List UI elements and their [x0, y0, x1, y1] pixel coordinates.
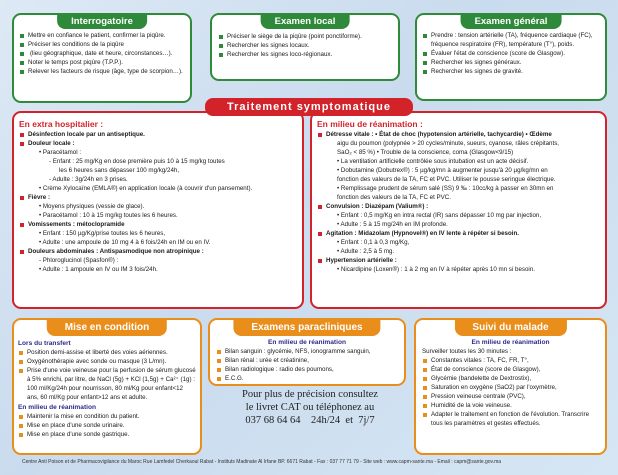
list-item: Mise en place d'une sonde urinaire. — [18, 421, 196, 430]
list-item: Glycémie (bandelette de Dextrostix), — [422, 374, 599, 383]
rea-lines — [317, 130, 600, 274]
extra-heading: En extra hospitalier : — [19, 119, 104, 129]
list-item: Convulsion : Diazépam (Valium®) : — [317, 202, 600, 211]
rea-heading: En milieu de réanimation : — [317, 119, 423, 129]
list-subitem: • Adulte : 1 ampoule en IV ou IM 3 fois/24h. — [39, 266, 158, 273]
contact-line-1: Pour plus de précision consultez — [242, 389, 378, 400]
list-item: Rechercher les signes de gravité. — [422, 67, 600, 76]
examens-paracliniques-box — [208, 318, 406, 386]
traitement-title: Traitement symptomatique — [205, 98, 413, 116]
list-item: Position demi-assise et liberté des voies aériennes. — [18, 348, 196, 357]
list-item: Oxygénothérapie avec sonde ou masque (3 L/mn). — [18, 357, 196, 366]
list-item: Rechercher les signes locaux. — [218, 41, 392, 50]
list-subitem: les 6 heures sans dépasser 100 mg/kg/24h, — [59, 167, 180, 174]
examen-general-title: Examen général — [461, 14, 562, 29]
list-item: Rechercher les signes loco-régionaux. — [218, 50, 392, 59]
list-item: E.C.G. — [216, 374, 398, 383]
list-group — [19, 130, 297, 139]
list-item: Noter le temps post piqûre (T.P.P.). — [19, 58, 185, 67]
list-item: Fièvre : — [19, 193, 297, 202]
list-subitem: - Adulte : 3g/24h en 3 prises. — [49, 176, 128, 183]
list-item: Rechercher les signes généraux. — [422, 58, 600, 67]
mise-rea-list — [18, 412, 196, 439]
list-group — [317, 256, 600, 265]
contact-block — [208, 388, 412, 427]
list-item: Maintenir la mise en condition du patient. — [18, 412, 196, 421]
contact-phone: 037 68 64 64 24h/24 et 7j/7 — [245, 415, 375, 426]
suivi-du-malade-box — [414, 318, 607, 455]
list-item: Évaluer l'état de conscience (score de Glasgow). — [422, 49, 600, 58]
list-subitem: - Phloroglucinol (Spasfon®) : — [39, 257, 119, 264]
list-subitem: • Remplissage prudent de sérum salé (SS) 9 ‰ : 10cc/kg à passer en 30mn en — [337, 185, 554, 192]
list-subitem: - Enfant : 25 mg/Kg en dose première puis 10 à 15 mg/kg toutes — [49, 158, 225, 165]
list-item: (lieu géographique, date et heure, circonstances…). — [19, 49, 185, 58]
list-item: Constantes vitales : TA, FC, FR, T°, — [422, 356, 599, 365]
list-item: Prendre : tension artérielle (TA), fréquence cardiaque (FC), fréquence respiratoire (FR), température (T°), poids. — [422, 31, 600, 49]
list-subitem: • Enfant : 150 µg/Kg/prise toutes les 6 heures, — [39, 230, 166, 237]
list-item: Bilan rénal : urée et créatinine, — [216, 356, 398, 365]
interrogatoire-title: Interrogatoire — [57, 14, 147, 29]
list-subitem: • Crème Xylocaïne (EMLA®) en application locale (à couvrir d'un pansement). — [39, 185, 253, 192]
list-item: Douleur locale : — [19, 139, 297, 148]
list-group — [317, 130, 600, 139]
list-group — [19, 139, 297, 148]
list-item: Mise en place d'une sonde gastrique. — [18, 430, 196, 439]
list-item: Vomissements : métoclopramide — [19, 220, 297, 229]
list-item: Adapter le traitement en fonction de l'évolution. Transcrire tous les paramètres et gestes effectués. — [422, 410, 599, 428]
interrogatoire-box — [12, 13, 192, 103]
list-subitem: • Enfant : 0,5 mg/Kg en intra rectal (IR) sans dépasser 10 mg par injection, — [337, 212, 542, 219]
list-item: Agitation : Midazolam (Hypnovel®) en IV lente à répéter si besoin. — [317, 229, 600, 238]
contact-line-2: le livret CAT ou téléphonez au — [245, 402, 375, 413]
list-item: Douleurs abdominales : Antispasmodique non atropinique : — [19, 247, 297, 256]
list-item: État de conscience (score de Glasgow), — [422, 365, 599, 374]
list-item: Relever les facteurs de risque (âge, type de scorpion…). — [19, 67, 185, 76]
list-group — [19, 247, 297, 256]
list-subitem: fonction des valeurs de la TA, FC et PVC. — [337, 194, 451, 201]
extra-lines — [19, 130, 297, 274]
list-item: Détresse vitale : • État de choc (hypotension artérielle, tachycardie) • Œdème — [317, 130, 600, 139]
examen-local-list — [218, 32, 392, 59]
footer-text: Centre Anti Poison et de Pharmacovigilance du Maroc Rue Lamfedel Cherkaoui Rabat - Instituts Madinate Al Irfane BP. 6671 Rabat - Fax : 037 77 71 79 - Site web : www.capm-sante.ma - Email : capm@sante.gov.ma — [22, 459, 502, 465]
list-subitem: • Adulte : une ampoule de 10 mg 4 à 6 fois/24h en IM ou en IV. — [39, 239, 211, 246]
list-item: Pression veineuse centrale (PVC), — [422, 392, 599, 401]
examens-paracliniques-title: Examens paracliniques — [233, 319, 380, 336]
list-item: Désinfection locale par un antiseptique. — [19, 130, 297, 139]
transfert-heading: Lors du transfert — [18, 340, 71, 347]
mise-en-condition-title: Mise en condition — [47, 319, 167, 336]
list-subitem: • Dobutamine (Dobutrex®) : 5 µg/kg/mn à augmenter jusqu'à 20 µg/kg/mn en — [337, 167, 548, 174]
exam-para-heading: En milieu de réanimation — [267, 339, 347, 346]
list-item: Saturation en oxygène (SaO2) par l'oxymètre, — [422, 383, 599, 392]
list-subitem: • Adulte : 5 à 15 mg/24h en IM profonde. — [337, 221, 448, 228]
list-subitem: SaO₂ < 85 %) • Trouble de la conscience, coma (Glasgow<9/15) — [337, 149, 514, 156]
list-item: Mettre en confiance le patient, confirmer la piqûre. — [19, 31, 185, 40]
reanimation-box — [310, 111, 607, 309]
transfert-list — [18, 348, 196, 402]
examen-local-box — [210, 13, 400, 81]
list-item: Préciser le siège de la piqûre (point ponctiforme). — [218, 32, 392, 41]
list-group — [317, 229, 600, 238]
list-item: Humidité de la voie veineuse. — [422, 401, 599, 410]
list-subitem: • La ventilation artificielle contrôlée sous intubation est un acte décisif. — [337, 158, 529, 165]
examen-general-box — [415, 13, 607, 101]
mise-rea-heading: En milieu de réanimation — [18, 404, 97, 411]
examen-local-title: Examen local — [261, 14, 350, 29]
list-group — [19, 193, 297, 202]
list-subitem: fonction des valeurs de la TA, FC et PVC. Utiliser le pousse seringue électrique. — [337, 176, 556, 183]
interrogatoire-list — [19, 31, 185, 76]
list-item: Préciser les conditions de la piqûre — [19, 40, 185, 49]
list-group — [19, 220, 297, 229]
list-item: Hypertension artérielle : — [317, 256, 600, 265]
extra-hospitalier-box — [12, 111, 304, 309]
list-item: Prise d'une voie veineuse pour la perfusion de sérum glucosé à 5% enrichi, par litre, de NaCl (5g) + KCl (1,5g) + Ca²⁺ (1g) : 100 ml/Kg/24h pour nourrisson, 80 ml/Kg pour enfant<12 ans, 60 ml/Kg pour enfant>12 ans et adulte. — [18, 366, 196, 402]
suivi-heading: En milieu de réanimation — [471, 339, 550, 346]
list-subitem: • Nicardipine (Loxen®) : 1 à 2 mg en IV à répéter après 10 mn si besoin. — [337, 266, 535, 273]
list-subitem: • Enfant : 0,1 à 0,3 mg/Kg, — [337, 239, 410, 246]
list-subitem: • Moyens physiques (vessie de glace). — [39, 203, 145, 210]
list-subitem: • Paracétamol : — [39, 149, 82, 156]
suivi-du-malade-title: Suivi du malade — [454, 319, 566, 336]
list-subitem: • Adulte : 2,5 à 5 mg. — [337, 248, 395, 255]
suivi-list — [422, 356, 599, 428]
list-subitem: aigu du poumon (polypnée > 20 cycles/minute, sueurs, cyanose, râles crépitants, — [337, 140, 560, 147]
list-item: Bilan sanguin : glycémie, NFS, ionogramme sanguin, — [216, 347, 398, 356]
suivi-intro: Surveiller toutes les 30 minutes : — [422, 348, 512, 355]
exam-para-list — [216, 347, 398, 383]
list-item: Bilan radiologique : radio des poumons, — [216, 365, 398, 374]
list-subitem: • Paracétamol : 10 à 15 mg/kg toutes les 6 heures. — [39, 212, 178, 219]
mise-en-condition-box — [12, 318, 202, 455]
examen-general-list — [422, 31, 600, 76]
list-group — [317, 202, 600, 211]
